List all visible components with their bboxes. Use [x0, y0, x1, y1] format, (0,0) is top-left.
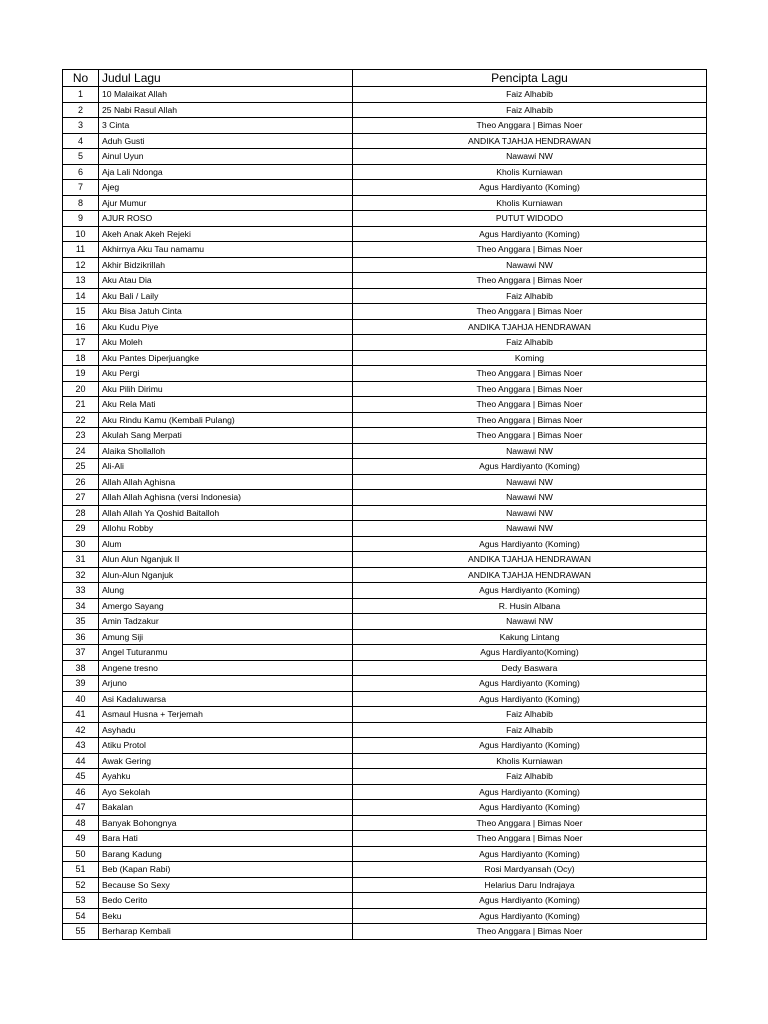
cell-pencipta-lagu: Rosi Mardyansah (Ocy) — [353, 862, 707, 878]
table-row — [63, 273, 707, 289]
cell-judul-lagu: Amergo Sayang — [99, 598, 353, 614]
cell-no: 13 — [63, 273, 99, 289]
table-row — [63, 583, 707, 599]
table-row — [63, 195, 707, 211]
cell-judul-lagu: Asyhadu — [99, 722, 353, 738]
cell-judul-lagu: Alum — [99, 536, 353, 552]
cell-pencipta-lagu: Agus Hardiyanto (Koming) — [353, 893, 707, 909]
cell-pencipta-lagu: Theo Anggara | Bimas Noer — [353, 118, 707, 134]
cell-pencipta-lagu: Agus Hardiyanto (Koming) — [353, 583, 707, 599]
cell-no: 35 — [63, 614, 99, 630]
cell-judul-lagu: Aja Lali Ndonga — [99, 164, 353, 180]
cell-judul-lagu: 3 Cinta — [99, 118, 353, 134]
cell-no: 28 — [63, 505, 99, 521]
cell-no: 15 — [63, 304, 99, 320]
cell-no: 5 — [63, 149, 99, 165]
cell-no: 25 — [63, 459, 99, 475]
cell-no: 55 — [63, 924, 99, 940]
cell-judul-lagu: Allah Allah Ya Qoshid Baitalloh — [99, 505, 353, 521]
cell-pencipta-lagu: Helarius Daru Indrajaya — [353, 877, 707, 893]
cell-judul-lagu: Bedo Cerito — [99, 893, 353, 909]
cell-no: 46 — [63, 784, 99, 800]
table-row — [63, 257, 707, 273]
cell-pencipta-lagu: Nawawi NW — [353, 521, 707, 537]
cell-pencipta-lagu: Faiz Alhabib — [353, 87, 707, 103]
cell-judul-lagu: Akeh Anak Akeh Rejeki — [99, 226, 353, 242]
cell-no: 16 — [63, 319, 99, 335]
table-row — [63, 319, 707, 335]
cell-pencipta-lagu: Nawawi NW — [353, 505, 707, 521]
table-row — [63, 629, 707, 645]
cell-judul-lagu: Berharap Kembali — [99, 924, 353, 940]
cell-judul-lagu: Angene tresno — [99, 660, 353, 676]
cell-pencipta-lagu: Theo Anggara | Bimas Noer — [353, 397, 707, 413]
cell-no: 37 — [63, 645, 99, 661]
table-row — [63, 118, 707, 134]
cell-pencipta-lagu: Theo Anggara | Bimas Noer — [353, 428, 707, 444]
cell-pencipta-lagu: Agus Hardiyanto (Koming) — [353, 676, 707, 692]
cell-pencipta-lagu: Agus Hardiyanto (Koming) — [353, 536, 707, 552]
cell-no: 31 — [63, 552, 99, 568]
cell-no: 21 — [63, 397, 99, 413]
table-row — [63, 614, 707, 630]
cell-no: 39 — [63, 676, 99, 692]
cell-judul-lagu: Aku Pilih Dirimu — [99, 381, 353, 397]
table-row — [63, 102, 707, 118]
cell-judul-lagu: Alun Alun Nganjuk II — [99, 552, 353, 568]
table-row — [63, 862, 707, 878]
table-row — [63, 536, 707, 552]
cell-pencipta-lagu: Agus Hardiyanto (Koming) — [353, 459, 707, 475]
table-row — [63, 552, 707, 568]
table-row — [63, 149, 707, 165]
table-row — [63, 924, 707, 940]
cell-pencipta-lagu: Koming — [353, 350, 707, 366]
cell-judul-lagu: Asmaul Husna + Terjemah — [99, 707, 353, 723]
header-judul-lagu: Judul Lagu — [99, 70, 353, 87]
cell-no: 32 — [63, 567, 99, 583]
cell-pencipta-lagu: Kholis Kurniawan — [353, 753, 707, 769]
cell-judul-lagu: 25 Nabi Rasul Allah — [99, 102, 353, 118]
cell-no: 19 — [63, 366, 99, 382]
table-row — [63, 133, 707, 149]
cell-no: 24 — [63, 443, 99, 459]
header-pencipta-lagu: Pencipta Lagu — [353, 70, 707, 87]
cell-pencipta-lagu: Nawawi NW — [353, 474, 707, 490]
cell-judul-lagu: Ainul Uyun — [99, 149, 353, 165]
table-row — [63, 459, 707, 475]
cell-judul-lagu: Aku Kudu Piye — [99, 319, 353, 335]
table-row — [63, 893, 707, 909]
cell-judul-lagu: Arjuno — [99, 676, 353, 692]
cell-judul-lagu: Amung Siji — [99, 629, 353, 645]
cell-pencipta-lagu: ANDIKA TJAHJA HENDRAWAN — [353, 567, 707, 583]
cell-no: 29 — [63, 521, 99, 537]
cell-pencipta-lagu: ANDIKA TJAHJA HENDRAWAN — [353, 319, 707, 335]
cell-judul-lagu: Asi Kadaluwarsa — [99, 691, 353, 707]
table-row — [63, 180, 707, 196]
table-row — [63, 490, 707, 506]
cell-judul-lagu: Ali-Ali — [99, 459, 353, 475]
cell-pencipta-lagu: Theo Anggara | Bimas Noer — [353, 412, 707, 428]
table-row — [63, 397, 707, 413]
cell-judul-lagu: Angel Tuturanmu — [99, 645, 353, 661]
table-row — [63, 877, 707, 893]
table-row — [63, 846, 707, 862]
cell-no: 14 — [63, 288, 99, 304]
header-no: No — [63, 70, 99, 87]
table-row — [63, 645, 707, 661]
cell-pencipta-lagu: Faiz Alhabib — [353, 102, 707, 118]
table-row — [63, 443, 707, 459]
table-row — [63, 691, 707, 707]
cell-no: 42 — [63, 722, 99, 738]
table-row — [63, 226, 707, 242]
cell-pencipta-lagu: Faiz Alhabib — [353, 769, 707, 785]
cell-pencipta-lagu: Nawawi NW — [353, 149, 707, 165]
cell-no: 44 — [63, 753, 99, 769]
cell-judul-lagu: Aku Bisa Jatuh Cinta — [99, 304, 353, 320]
table-row — [63, 769, 707, 785]
cell-judul-lagu: Banyak Bohongnya — [99, 815, 353, 831]
cell-pencipta-lagu: Agus Hardiyanto (Koming) — [353, 800, 707, 816]
cell-pencipta-lagu: Agus Hardiyanto (Koming) — [353, 691, 707, 707]
cell-judul-lagu: Bara Hati — [99, 831, 353, 847]
table-row — [63, 242, 707, 258]
cell-judul-lagu: Aku Bali / Laily — [99, 288, 353, 304]
cell-pencipta-lagu: Agus Hardiyanto (Koming) — [353, 738, 707, 754]
cell-judul-lagu: Barang Kadung — [99, 846, 353, 862]
cell-judul-lagu: 10 Malaikat Allah — [99, 87, 353, 103]
cell-pencipta-lagu: Theo Anggara | Bimas Noer — [353, 366, 707, 382]
cell-judul-lagu: Beb (Kapan Rabi) — [99, 862, 353, 878]
table-row — [63, 335, 707, 351]
cell-no: 2 — [63, 102, 99, 118]
cell-no: 18 — [63, 350, 99, 366]
cell-no: 47 — [63, 800, 99, 816]
cell-pencipta-lagu: Theo Anggara | Bimas Noer — [353, 242, 707, 258]
cell-no: 51 — [63, 862, 99, 878]
table-row — [63, 350, 707, 366]
cell-no: 48 — [63, 815, 99, 831]
cell-judul-lagu: Alaika Shollalloh — [99, 443, 353, 459]
cell-pencipta-lagu: Theo Anggara | Bimas Noer — [353, 381, 707, 397]
cell-no: 11 — [63, 242, 99, 258]
cell-judul-lagu: Alung — [99, 583, 353, 599]
table-row — [63, 753, 707, 769]
cell-judul-lagu: Ayahku — [99, 769, 353, 785]
cell-pencipta-lagu: Agus Hardiyanto (Koming) — [353, 226, 707, 242]
cell-pencipta-lagu: Agus Hardiyanto(Koming) — [353, 645, 707, 661]
table-row — [63, 908, 707, 924]
cell-no: 41 — [63, 707, 99, 723]
cell-no: 52 — [63, 877, 99, 893]
cell-no: 3 — [63, 118, 99, 134]
cell-judul-lagu: Aku Atau Dia — [99, 273, 353, 289]
cell-judul-lagu: Awak Gering — [99, 753, 353, 769]
cell-judul-lagu: Allohu Robby — [99, 521, 353, 537]
song-table — [62, 69, 707, 940]
table-row — [63, 521, 707, 537]
cell-no: 6 — [63, 164, 99, 180]
cell-pencipta-lagu: Agus Hardiyanto (Koming) — [353, 180, 707, 196]
cell-pencipta-lagu: Nawawi NW — [353, 614, 707, 630]
cell-pencipta-lagu: Faiz Alhabib — [353, 707, 707, 723]
cell-no: 17 — [63, 335, 99, 351]
cell-pencipta-lagu: Agus Hardiyanto (Koming) — [353, 784, 707, 800]
table-row — [63, 815, 707, 831]
cell-judul-lagu: Ayo Sekolah — [99, 784, 353, 800]
cell-no: 43 — [63, 738, 99, 754]
cell-judul-lagu: Aku Rela Mati — [99, 397, 353, 413]
cell-no: 34 — [63, 598, 99, 614]
cell-pencipta-lagu: Faiz Alhabib — [353, 288, 707, 304]
cell-judul-lagu: Aku Rindu Kamu (Kembali Pulang) — [99, 412, 353, 428]
cell-no: 27 — [63, 490, 99, 506]
table-row — [63, 676, 707, 692]
table-row — [63, 784, 707, 800]
cell-judul-lagu: Amin Tadzakur — [99, 614, 353, 630]
cell-judul-lagu: Aku Pergi — [99, 366, 353, 382]
cell-pencipta-lagu: Agus Hardiyanto (Koming) — [353, 846, 707, 862]
cell-pencipta-lagu: Kakung Lintang — [353, 629, 707, 645]
cell-no: 54 — [63, 908, 99, 924]
cell-no: 45 — [63, 769, 99, 785]
cell-judul-lagu: Atiku Protol — [99, 738, 353, 754]
table-row — [63, 800, 707, 816]
cell-no: 9 — [63, 211, 99, 227]
cell-no: 33 — [63, 583, 99, 599]
cell-no: 49 — [63, 831, 99, 847]
cell-judul-lagu: Akhir Bidzikrillah — [99, 257, 353, 273]
table-row — [63, 598, 707, 614]
cell-pencipta-lagu: Faiz Alhabib — [353, 335, 707, 351]
cell-judul-lagu: Bakalan — [99, 800, 353, 816]
header-row — [63, 70, 707, 87]
table-row — [63, 474, 707, 490]
cell-no: 38 — [63, 660, 99, 676]
cell-pencipta-lagu: ANDIKA TJAHJA HENDRAWAN — [353, 133, 707, 149]
table-row — [63, 304, 707, 320]
cell-judul-lagu: Ajur Mumur — [99, 195, 353, 211]
cell-pencipta-lagu: PUTUT WIDODO — [353, 211, 707, 227]
cell-no: 4 — [63, 133, 99, 149]
cell-judul-lagu: Aduh Gusti — [99, 133, 353, 149]
cell-judul-lagu: Allah Allah Aghisna — [99, 474, 353, 490]
table-row — [63, 288, 707, 304]
cell-no: 20 — [63, 381, 99, 397]
cell-no: 12 — [63, 257, 99, 273]
cell-judul-lagu: Allah Allah Aghisna (versi Indonesia) — [99, 490, 353, 506]
cell-pencipta-lagu: Theo Anggara | Bimas Noer — [353, 815, 707, 831]
table-row — [63, 428, 707, 444]
table-row — [63, 738, 707, 754]
table-row — [63, 211, 707, 227]
cell-pencipta-lagu: R. Husin Albana — [353, 598, 707, 614]
cell-judul-lagu: Alun-Alun Nganjuk — [99, 567, 353, 583]
cell-no: 36 — [63, 629, 99, 645]
cell-pencipta-lagu: ANDIKA TJAHJA HENDRAWAN — [353, 552, 707, 568]
cell-no: 22 — [63, 412, 99, 428]
table-row — [63, 831, 707, 847]
cell-pencipta-lagu: Nawawi NW — [353, 490, 707, 506]
cell-no: 40 — [63, 691, 99, 707]
table-row — [63, 722, 707, 738]
cell-no: 23 — [63, 428, 99, 444]
cell-pencipta-lagu: Nawawi NW — [353, 443, 707, 459]
table-row — [63, 567, 707, 583]
cell-no: 8 — [63, 195, 99, 211]
table-body — [63, 87, 707, 940]
table-row — [63, 707, 707, 723]
cell-no: 50 — [63, 846, 99, 862]
cell-no: 53 — [63, 893, 99, 909]
cell-pencipta-lagu: Faiz Alhabib — [353, 722, 707, 738]
cell-judul-lagu: Ajeg — [99, 180, 353, 196]
cell-no: 1 — [63, 87, 99, 103]
cell-judul-lagu: Because So Sexy — [99, 877, 353, 893]
cell-pencipta-lagu: Agus Hardiyanto (Koming) — [353, 908, 707, 924]
cell-pencipta-lagu: Kholis Kurniawan — [353, 164, 707, 180]
cell-judul-lagu: Beku — [99, 908, 353, 924]
cell-pencipta-lagu: Kholis Kurniawan — [353, 195, 707, 211]
table-row — [63, 87, 707, 103]
cell-judul-lagu: Akhirnya Aku Tau namamu — [99, 242, 353, 258]
cell-judul-lagu: Aku Moleh — [99, 335, 353, 351]
cell-no: 26 — [63, 474, 99, 490]
cell-judul-lagu: AJUR ROSO — [99, 211, 353, 227]
cell-pencipta-lagu: Dedy Baswara — [353, 660, 707, 676]
table-row — [63, 412, 707, 428]
table-row — [63, 366, 707, 382]
cell-no: 30 — [63, 536, 99, 552]
cell-pencipta-lagu: Theo Anggara | Bimas Noer — [353, 304, 707, 320]
table-row — [63, 505, 707, 521]
table-row — [63, 164, 707, 180]
table-row — [63, 381, 707, 397]
cell-pencipta-lagu: Theo Anggara | Bimas Noer — [353, 924, 707, 940]
cell-pencipta-lagu: Theo Anggara | Bimas Noer — [353, 831, 707, 847]
cell-pencipta-lagu: Nawawi NW — [353, 257, 707, 273]
cell-pencipta-lagu: Theo Anggara | Bimas Noer — [353, 273, 707, 289]
cell-judul-lagu: Aku Pantes Diperjuangke — [99, 350, 353, 366]
cell-judul-lagu: Akulah Sang Merpati — [99, 428, 353, 444]
table-row — [63, 660, 707, 676]
cell-no: 7 — [63, 180, 99, 196]
cell-no: 10 — [63, 226, 99, 242]
